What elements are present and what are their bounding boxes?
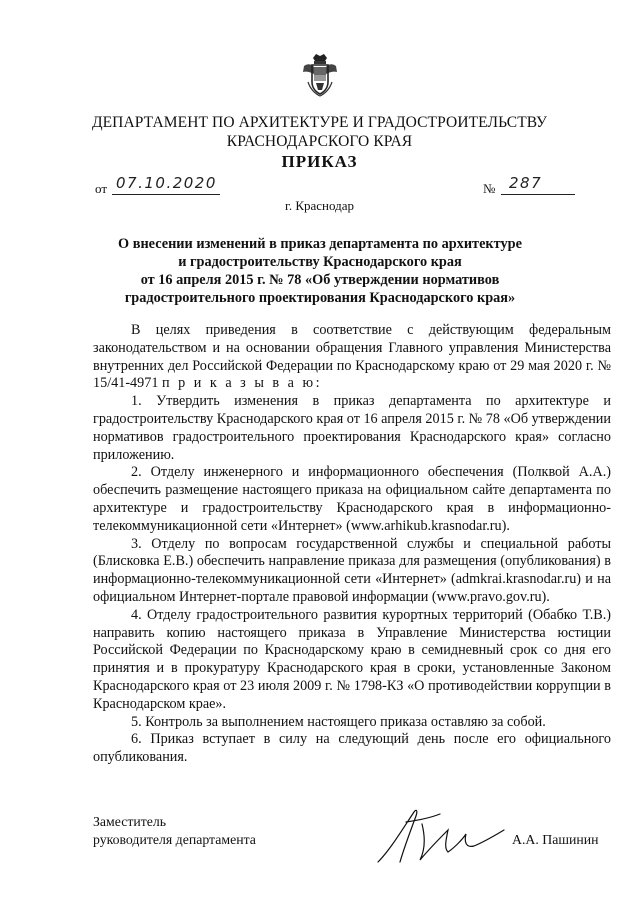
signatory-position bbox=[93, 813, 256, 849]
signatory-name: А.А. Пашинин bbox=[512, 832, 599, 847]
number-prefix: № bbox=[483, 181, 496, 196]
item-4: 4. Отделу градостроительного развития курортных территорий (Обабко Т.В.) направить копию настоящего приказа в Управление Министерства юстиции Российской Федерации по Краснодарскому краю в семидневный срок со дня его принятия и в прокуратуру Краснодарского края в сроки, установленные Законом Краснодарского края от 23 июля 2009 г. № 1798-КЗ «О противодействии коррупции в Краснодарском крае». bbox=[93, 606, 611, 712]
organization-line-1: ДЕПАРТАМЕНТ ПО АРХИТЕКТУРЕ И ГРАДОСТРОИТЕЛЬСТВУ bbox=[91, 114, 548, 131]
handwritten-signature bbox=[370, 800, 510, 870]
item-3: 3. Отделу по вопросам государственной службы и специальной работы (Блисковка Е.В.) обеспечить направление приказа для размещения (опубликования) в информационно-телекоммуникационной сети «Интернет» (admkrai.krasnodar.ru) и на официальном Интернет-портале правовой информации (www.pravo.gov.ru). bbox=[93, 535, 611, 605]
organization-name bbox=[0, 113, 639, 151]
subject-line-2: и градостроительству Краснодарского края bbox=[178, 254, 462, 270]
position-line-1: Заместитель bbox=[93, 814, 167, 829]
date-field bbox=[112, 174, 220, 195]
number-value: 287 bbox=[509, 174, 543, 192]
position-line-2: руководителя департамента bbox=[93, 832, 256, 847]
organization-line-2: КРАСНОДАРСКОГО КРАЯ bbox=[226, 133, 413, 150]
number-field bbox=[501, 174, 575, 195]
subject-line-4: градостроительного проектирования Краснодарского края» bbox=[124, 290, 516, 306]
date-prefix: от bbox=[95, 181, 108, 196]
subject-line-3: от 16 апреля 2015 г. № 78 «Об утверждении нормативов bbox=[140, 272, 500, 288]
item-2: 2. Отделу инженерного и информационного обеспечения (Полквой А.А.) обеспечить размещение настоящего приказа на официальном сайте департамента по архитектуре и градостроительству Краснодарского края в информационно-телекоммуникационной сети «Интернет» (www.arhikub.krasnodar.ru). bbox=[93, 464, 611, 534]
doc-type-title: ПРИКАЗ bbox=[281, 152, 358, 171]
date-value: 07.10.2020 bbox=[116, 174, 217, 192]
preamble bbox=[93, 322, 611, 393]
city: г. Краснодар bbox=[284, 198, 355, 213]
preamble-orders: п р и к а з ы в а ю: bbox=[161, 375, 323, 392]
coat-of-arms-emblem bbox=[300, 52, 340, 98]
subject-line-1: О внесении изменений в приказ департамента по архитектуре bbox=[118, 236, 522, 252]
subject-heading bbox=[95, 235, 545, 307]
preamble-text: В целях приведения в соответствие с действующим федеральным законодательством и на основании обращения Главного управления Министерства внутренних дел Российской Федерации по Краснодарскому краю от 29 мая 2020 г. № 15/41-4971 bbox=[93, 322, 611, 392]
item-6: 6. Приказ вступает в силу на следующий день после его официального опубликования. bbox=[93, 731, 611, 766]
item-5: 5. Контроль за выполнением настоящего приказа оставляю за собой. bbox=[131, 713, 546, 730]
document-body bbox=[93, 322, 611, 767]
item-1: 1. Утвердить изменения в приказ департамента по архитектуре и градостроительству Краснодарского края от 16 апреля 2015 г. № 78 «Об утверждении нормативов градостроительного проектирования Краснодарского края» согласно приложению. bbox=[93, 393, 611, 463]
